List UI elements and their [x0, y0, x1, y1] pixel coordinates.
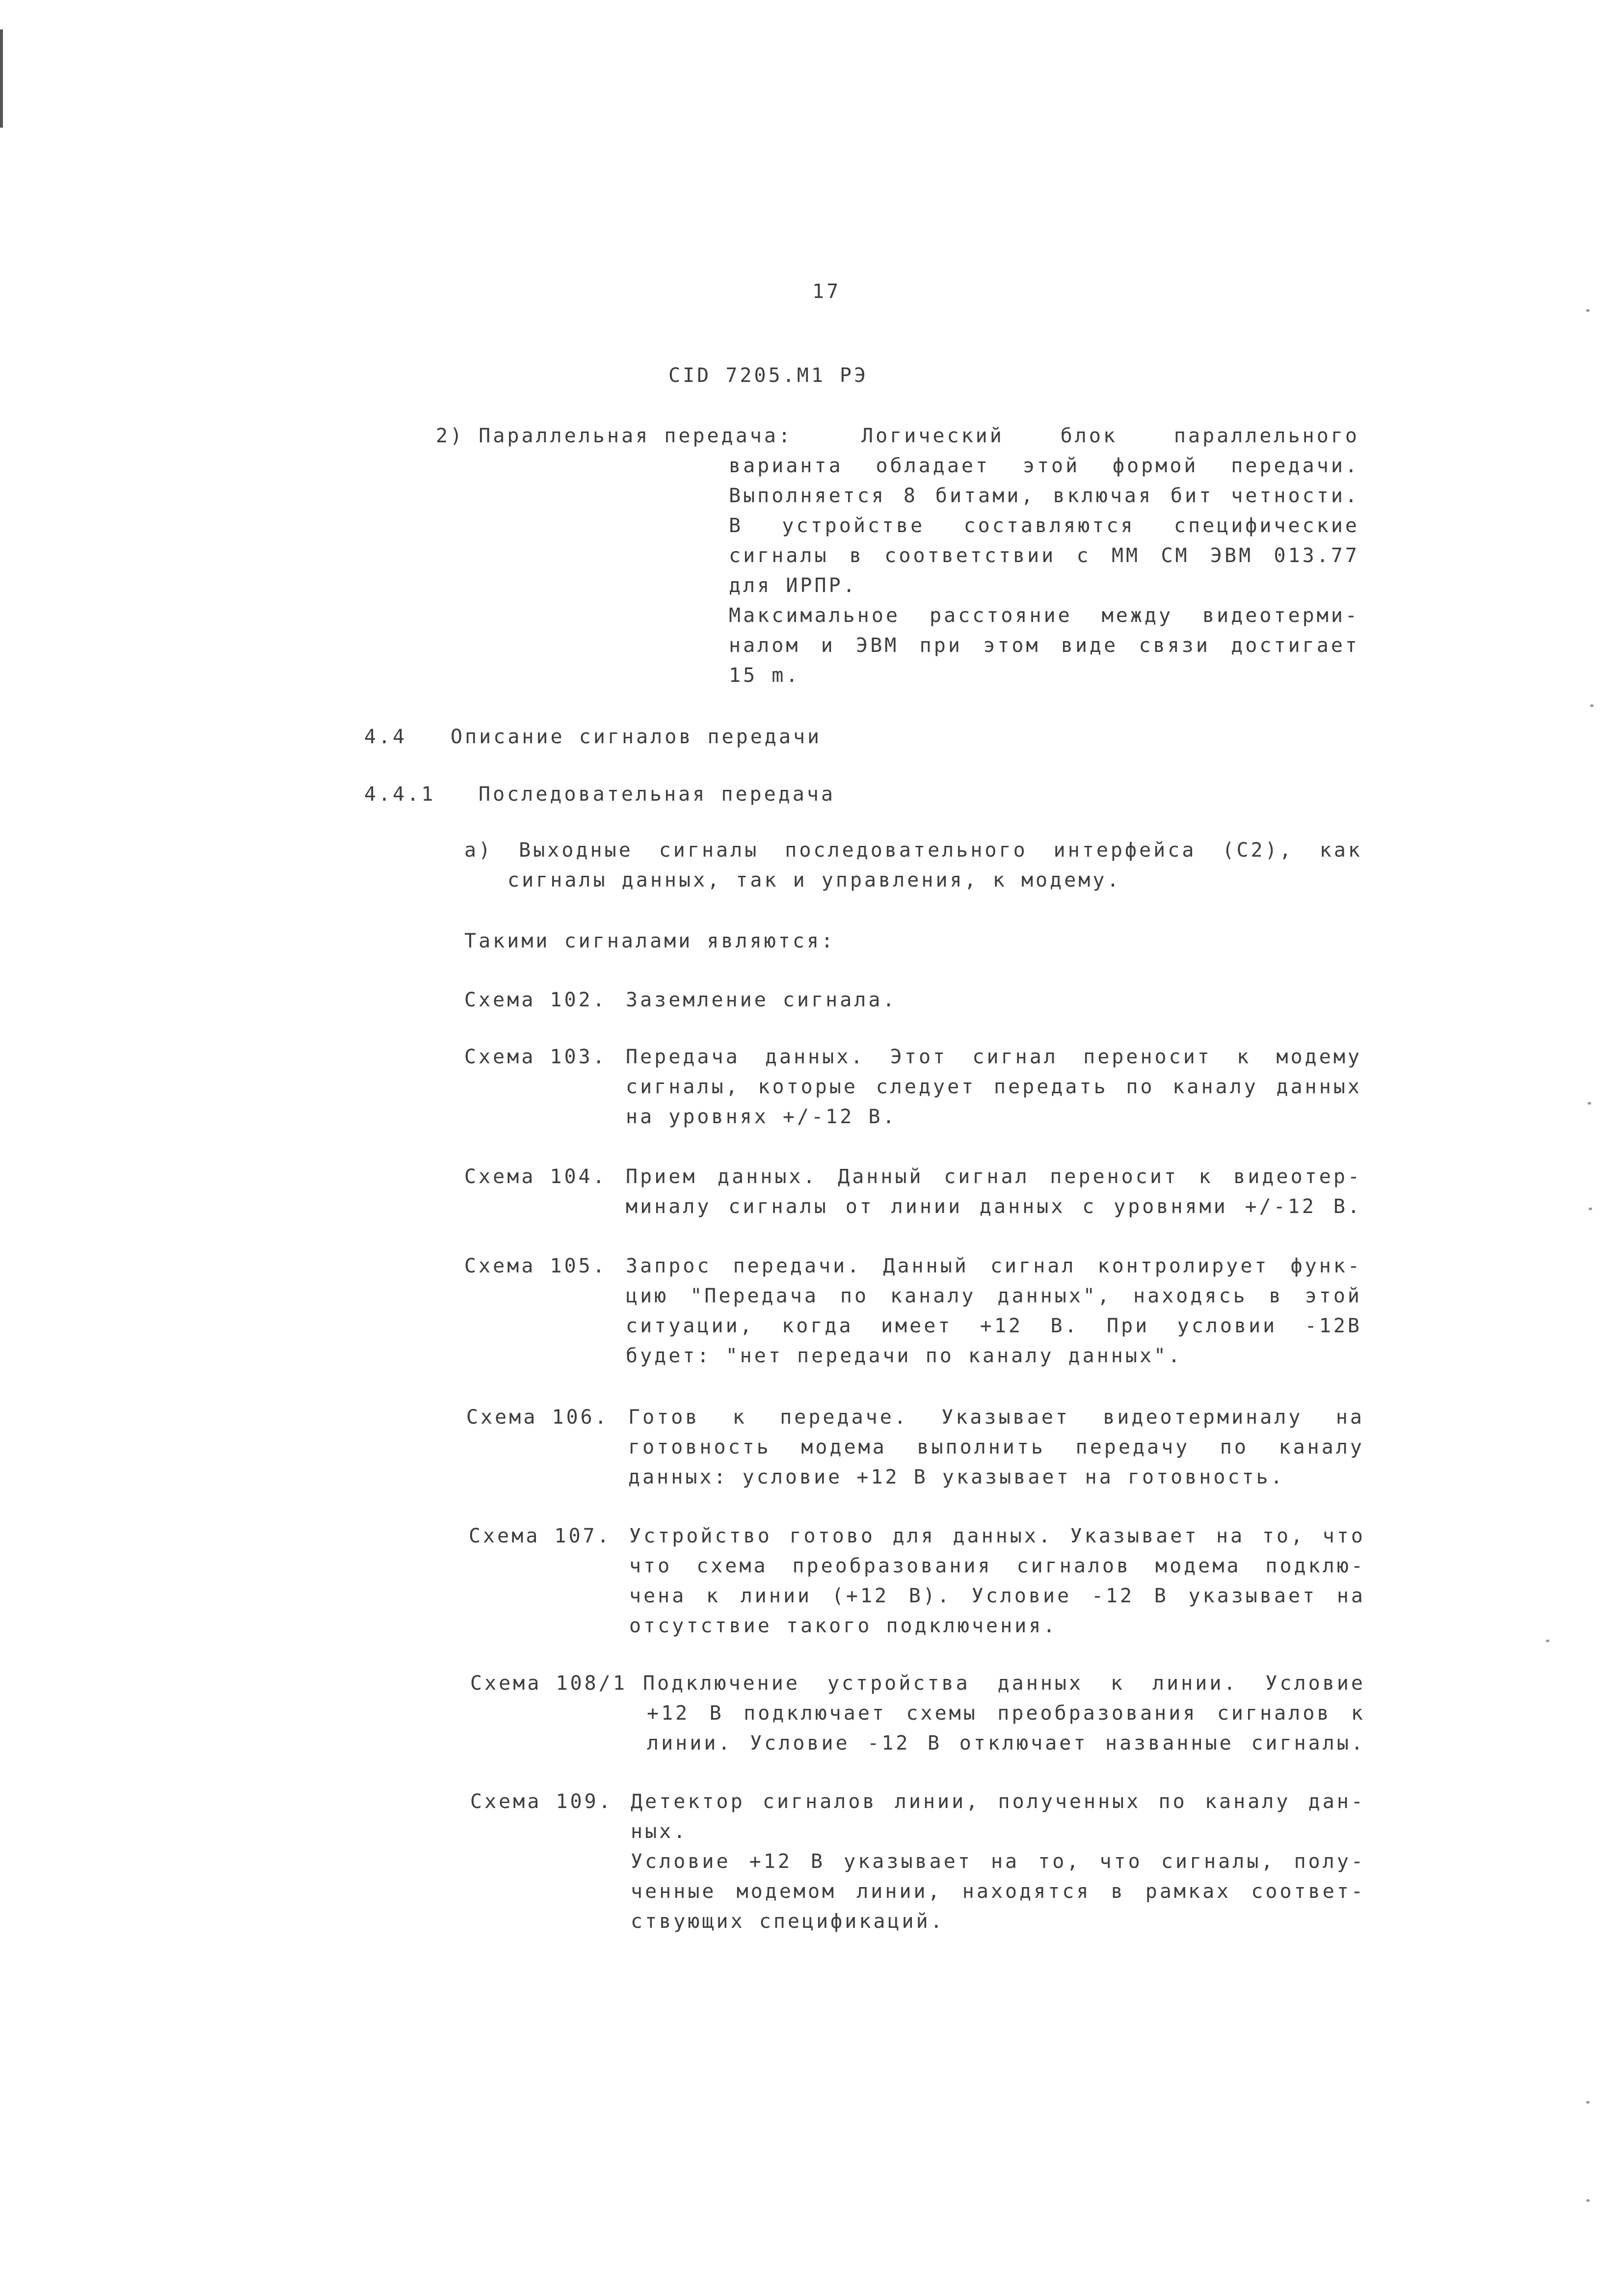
scan-speck [1586, 2199, 1590, 2202]
section-title: Описание сигналов передачи [451, 726, 822, 748]
scan-speck [1546, 1640, 1549, 1642]
text-line: готовность модема выполнить передачу по каналу [628, 1436, 1364, 1459]
text-line: миналу сигналы от линии данных с уровнями +/-12 В. [626, 1195, 1362, 1218]
scheme-text [626, 1162, 1362, 1222]
scheme-text [631, 1787, 1365, 1937]
scan-page-edge [0, 29, 3, 128]
text-line: +12 В подключает схемы преобразования сигналов к [647, 1702, 1365, 1725]
section-number: 4.4 [364, 726, 407, 748]
text-line: Условие +12 В указывает на то, что сигналы, полу- [631, 1850, 1365, 1873]
scheme-label: Схема 107. [469, 1525, 612, 1547]
scheme-text [628, 1403, 1364, 1492]
text-line: Подключение устройства данных к линии. Условие [643, 1672, 1365, 1695]
text-line: налом и ЭВМ при этом виде связи достигает [729, 634, 1359, 657]
parallel-transmission-label: 2) Параллельная передача: [436, 425, 793, 447]
scheme-text: Заземление сигнала. [626, 989, 897, 1011]
scheme-text [643, 1669, 1365, 1758]
text-line: цию "Передача по каналу данных", находясь в этой [626, 1285, 1362, 1307]
text-line: Передача данных. Этот сигнал переносит к модему [626, 1046, 1362, 1068]
text-line: Готов к передаче. Указывает видеотерминалу на [628, 1406, 1364, 1429]
text-line: варианта обладает этой формой передачи. [729, 455, 1359, 477]
text-line: для ИРПР. [729, 574, 857, 597]
scheme-label: Схема 106. [466, 1406, 609, 1429]
text-line: а) Выходные сигналы последовательного интерфейса (С2), как [464, 839, 1362, 862]
text-line: Детектор сигналов линии, полученных по каналу дан- [631, 1790, 1365, 1813]
text-line: ных. [631, 1820, 688, 1843]
text-line: будет: "нет передачи по каналу данных". [626, 1345, 1183, 1367]
parallel-transmission-text [729, 421, 1359, 691]
subsection-title: Последовательная передача [479, 783, 836, 806]
text-line: сигналы, которые следует передать по каналу данных [626, 1076, 1362, 1098]
text-line: на уровнях +/-12 В. [626, 1106, 897, 1128]
text-line: данных: условие +12 В указывает на готовность. [628, 1466, 1285, 1488]
scheme-label: Схема 103. [464, 1046, 607, 1068]
scheme-label: Схема 104. [464, 1165, 607, 1188]
text-line: Выполняется 8 битами, включая бит четности. [729, 485, 1359, 507]
scheme-text [629, 1521, 1365, 1641]
text-line: Запрос передачи. Данный сигнал контролирует функ- [626, 1255, 1362, 1277]
text-line: ситуации, когда имеет +12 В. При условии -12В [626, 1315, 1362, 1337]
text-line: что схема преобразования сигналов модема подклю- [629, 1555, 1365, 1577]
scheme-label: Схема 105. [464, 1255, 607, 1277]
scheme-text [626, 1042, 1362, 1132]
scheme-label: Схема 108/1 [470, 1672, 627, 1695]
page-number: 17 [812, 280, 841, 303]
text-line: ствующих спецификаций. [631, 1910, 945, 1933]
scan-speck [1586, 309, 1590, 312]
document-code: CID 7205.M1 РЭ [668, 364, 869, 387]
scan-speck [1589, 1208, 1592, 1210]
text-line: Максимальное расстояние между видеотерми- [729, 604, 1359, 627]
scheme-label: Схема 109. [470, 1790, 613, 1813]
text-line: сигналы данных, так и управления, к модему. [507, 869, 1121, 891]
text-line: чена к линии (+12 В). Условие -12 В указывает на [629, 1585, 1365, 1607]
text-line: Прием данных. Данный сигнал переносит к видеотер- [626, 1165, 1362, 1188]
text-line: линии. Условие -12 В отключает названные сигналы. [647, 1732, 1365, 1755]
subsection-number: 4.4.1 [364, 783, 436, 806]
scan-speck [1586, 2101, 1590, 2104]
text-line: Логический блок параллельного [861, 425, 1359, 447]
scheme-text [626, 1251, 1362, 1371]
scan-speck [1590, 704, 1594, 707]
text-line: ченные модемом линии, находятся в рамках соответ- [631, 1880, 1365, 1903]
item-a-paragraph [464, 836, 1362, 895]
scan-speck [1588, 1102, 1591, 1105]
text-line: отсутствие такого подключения. [629, 1615, 1058, 1637]
text-line: Устройство готово для данных. Указывает на то, что [629, 1525, 1365, 1547]
text-line: 15 m. [729, 664, 800, 687]
scheme-label: Схема 102. [464, 989, 607, 1011]
signals-intro: Такими сигналами являются: [464, 930, 836, 952]
text-line: В устройстве составляются специфические [729, 514, 1359, 537]
text-line: сигналы в соответствии с ММ СМ ЭВМ 013.77 [729, 544, 1359, 567]
